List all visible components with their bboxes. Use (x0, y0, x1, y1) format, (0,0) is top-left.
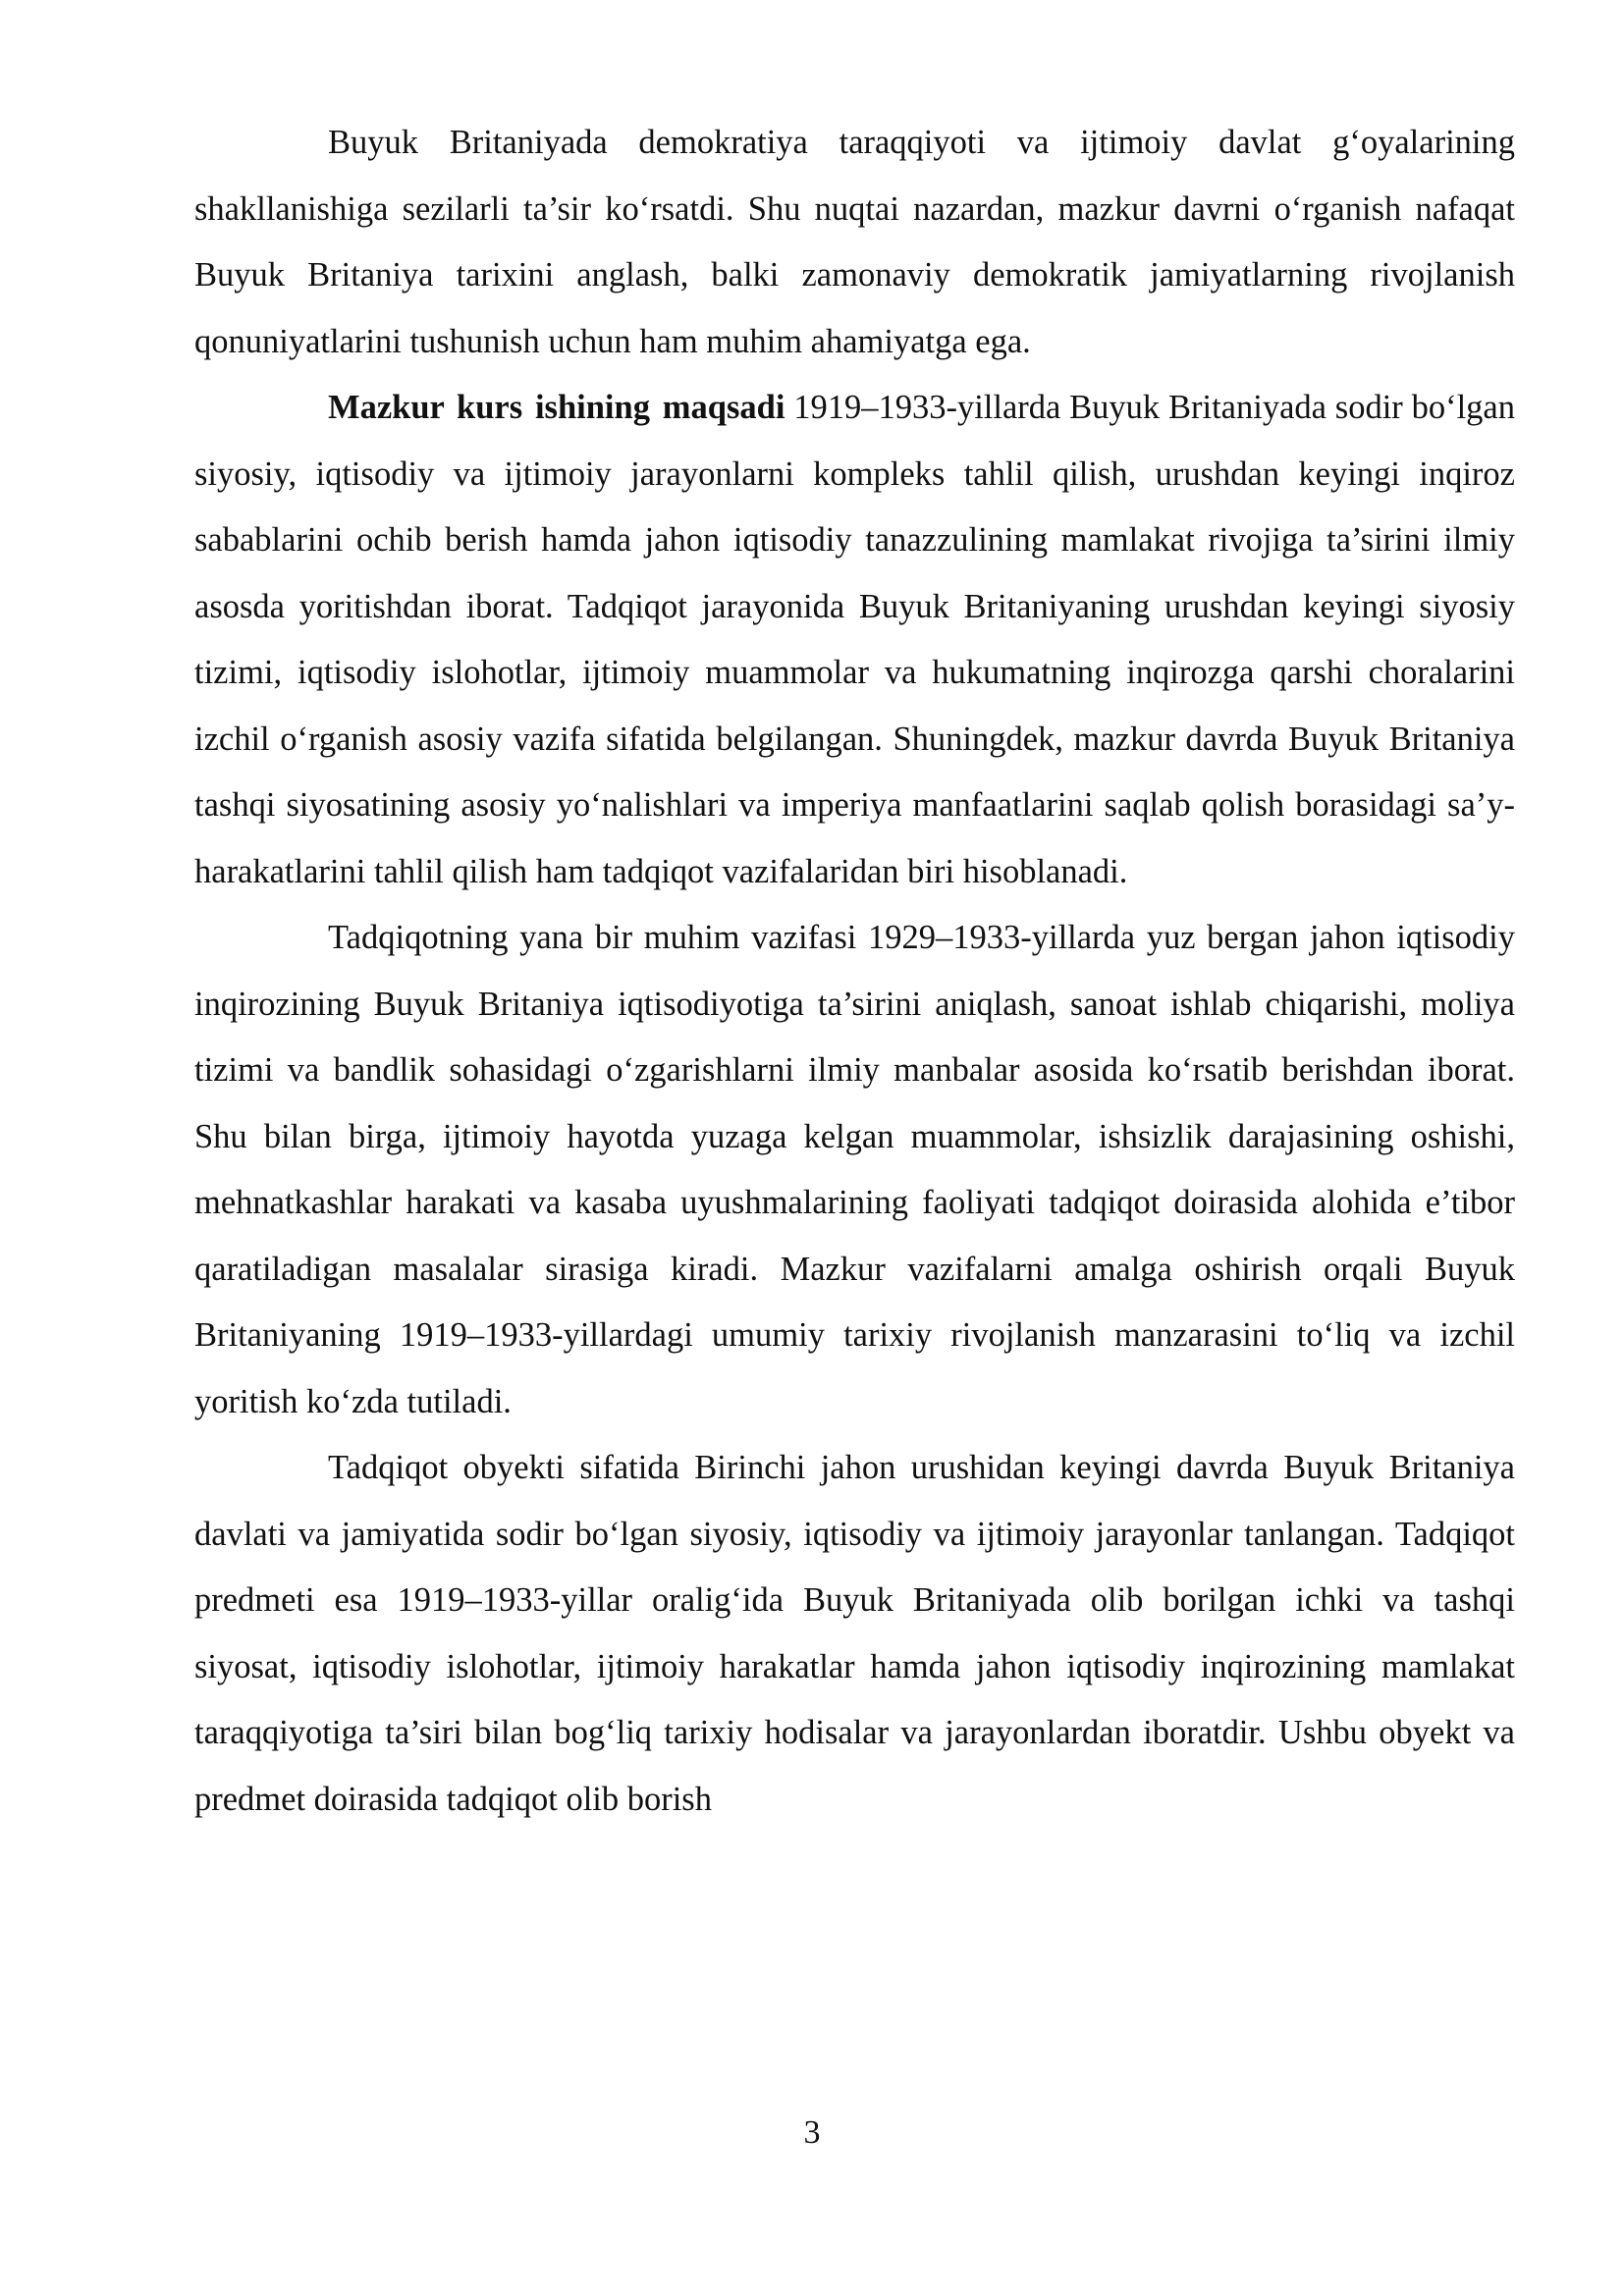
paragraph-4 (194, 1435, 1515, 1833)
paragraph-1 (194, 110, 1515, 375)
paragraph-4-text: Tadqiqot obyekti sifatida Birinchi jahon urushidan keyingi davrda Buyuk Britaniya davlati va jamiyatida sodir bo‘lgan siyosiy, iqtisodiy va ijtimoiy jarayonlar tanlangan. Tadqiqot predmeti esa 1919–1933-yillar oralig‘ida Buyuk Britaniyada olib borilgan ichki va tashqi siyosat, iqtisodiy islohotlar, ijtimoiy harakatlar hamda jahon iqtisodiy inqirozining mamlakat taraqqiyotiga ta’siri bilan bog‘liq tarixiy hodisalar va jarayonlardan iboratdir. Ushbu obyekt va predmet doirasida tadqiqot olib borish (194, 1449, 1515, 1818)
paragraph-2-text: 1919–1933-yillarda Buyuk Britaniyada sodir bo‘lgan siyosiy, iqtisodiy va ijtimoiy jarayonlarni kompleks tahlil qilish, urushdan keyingi inqiroz sabablarini ochib berish hamda jahon iqtisodiy tanazzulining mamlakat rivojiga ta’sirini ilmiy asosda yoritishdan iborat. Tadqiqot jarayonida Buyuk Britaniyaning urushdan keyingi siyosiy tizimi, iqtisodiy islohotlar, ijtimoiy muammolar va hukumatning inqirozga qarshi choralarini izchil o‘rganish asosiy vazifa sifatida belgilangan. Shuningdek, mazkur davrda Buyuk Britaniya tashqi siyosatining asosiy yo‘nalishlari va imperiya manfaatlarini saqlab qolish borasidagi sa’y-harakatlarini tahlil qilish ham tadqiqot vazifalaridan biri hisoblanadi. (194, 389, 1515, 890)
paragraph-2-lead: Mazkur kurs ishining maqsadi (328, 389, 785, 426)
paragraph-3-text: Tadqiqotning yana bir muhim vazifasi 1929–1933-yillarda yuz bergan jahon iqtisodiy inqirozining Buyuk Britaniya iqtisodiyotiga ta’sirini aniqlash, sanoat ishlab chiqarishi, moliya tizimi va bandlik sohasidagi o‘zgarishlarni ilmiy manbalar asosida ko‘rsatib berishdan iborat. Shu bilan birga, ijtimoiy hayotda yuzaga kelgan muammolar, ishsizlik darajasining oshishi, mehnatkashlar harakati va kasaba uyushmalarining faoliyati tadqiqot doirasida alohida e’tibor qaratiladigan masalalar sirasiga kiradi. Mazkur vazifalarni amalga oshirish orqali Buyuk Britaniyaning 1919–1933-yillardagi umumiy tarixiy rivojlanish manzarasini to‘liq va izchil yoritish ko‘zda tutiladi. (194, 919, 1515, 1420)
paragraph-3 (194, 905, 1515, 1435)
paragraph-1-text: Buyuk Britaniyada demokratiya taraqqiyoti va ijtimoiy davlat g‘oyalarining shakllanishiga sezilarli ta’sir ko‘rsatdi. Shu nuqtai nazardan, mazkur davrni o‘rganish nafaqat Buyuk Britaniya tarixini anglash, balki zamonaviy demokratik jamiyatlarning rivojlanish qonuniyatlarini tushunish uchun ham muhim ahamiyatga ega. (194, 124, 1515, 360)
body-text (194, 110, 1515, 1833)
paragraph-2 (194, 375, 1515, 905)
page-number: 3 (803, 2114, 821, 2151)
